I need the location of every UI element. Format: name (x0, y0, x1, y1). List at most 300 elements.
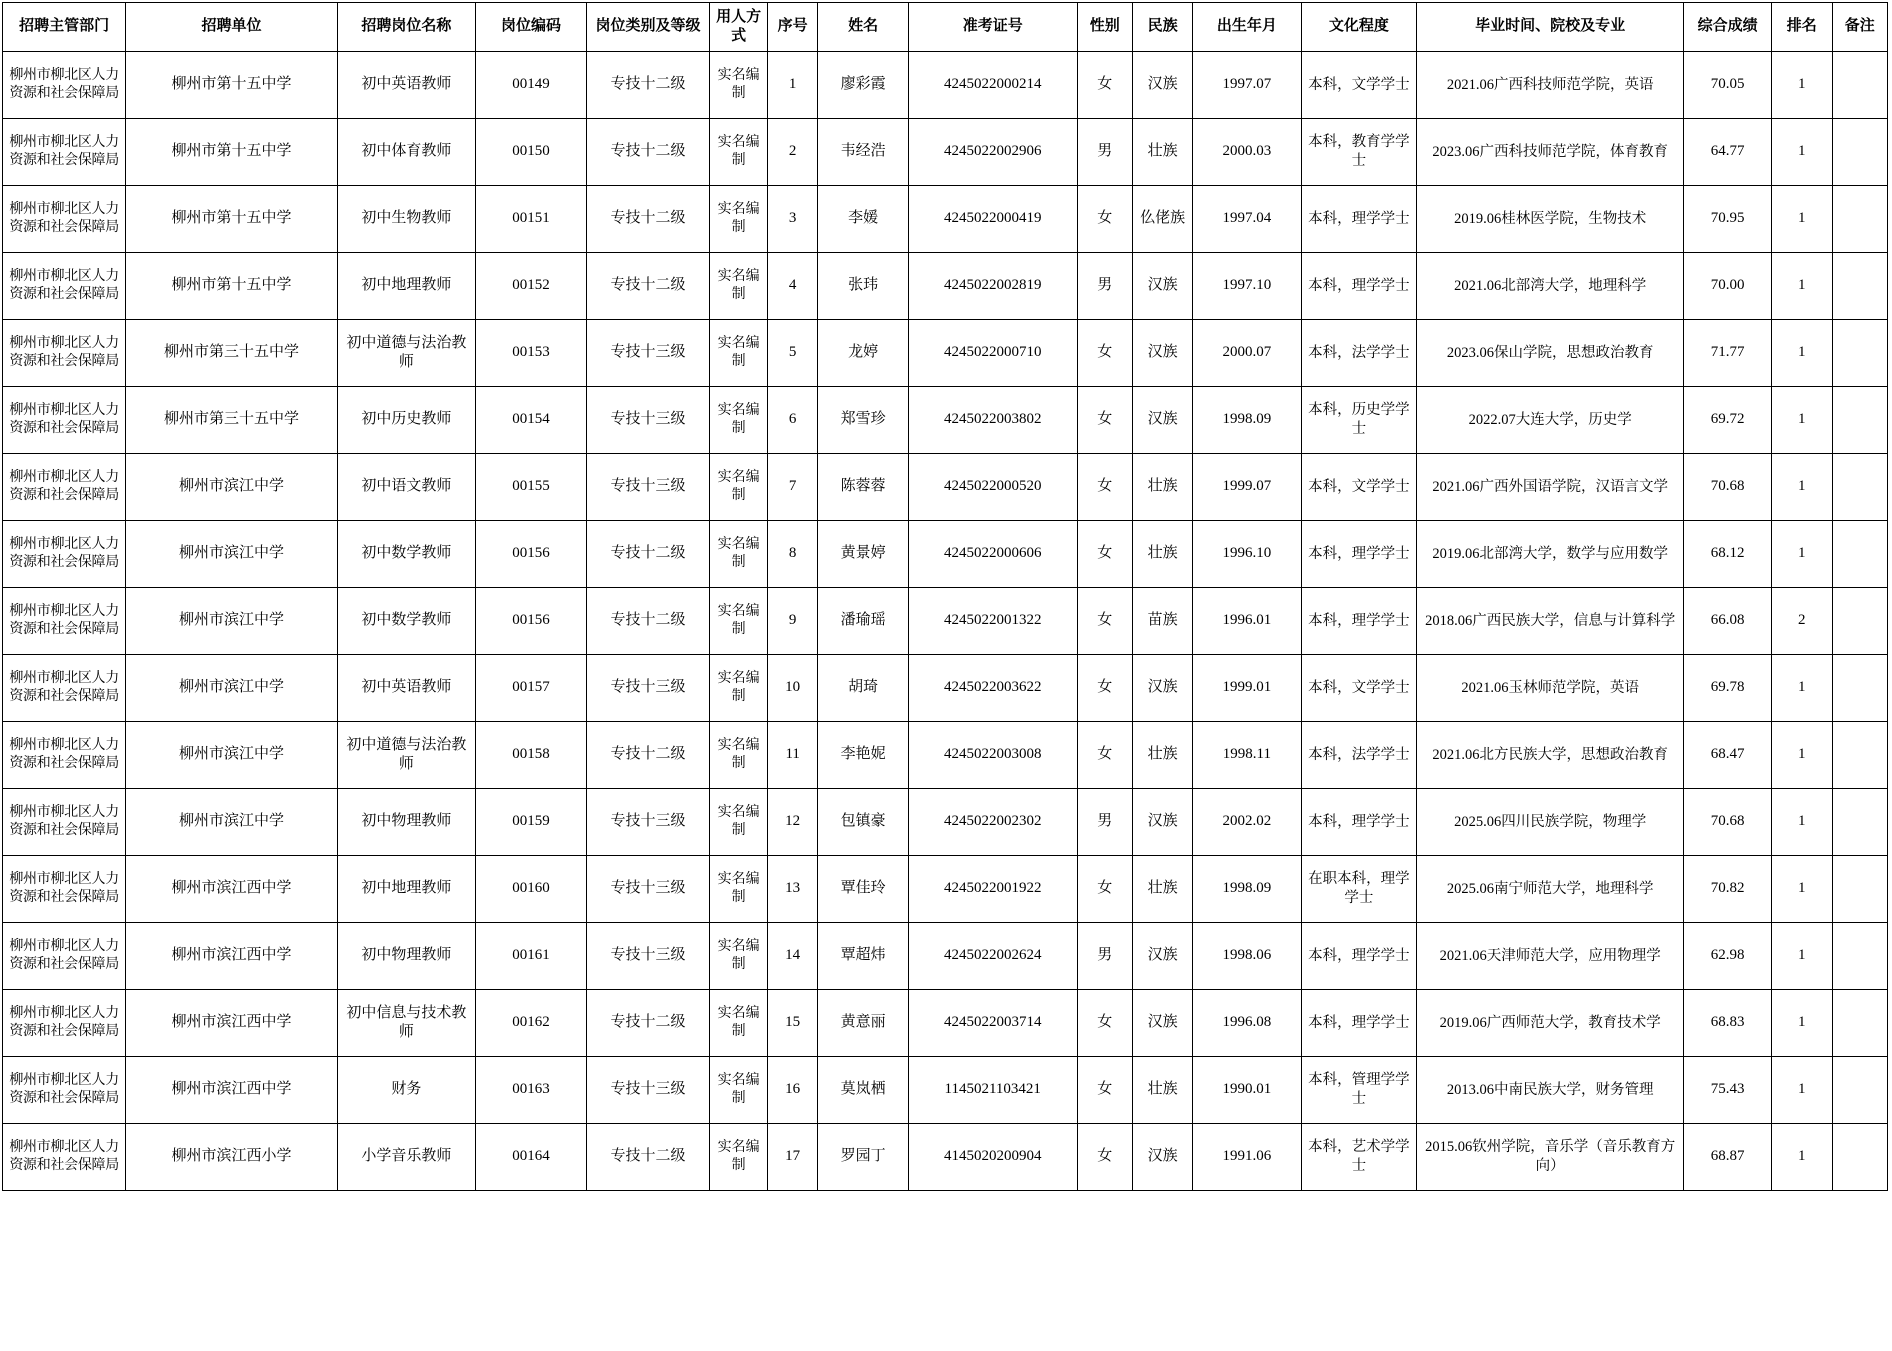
cell-dept: 柳州市柳北区人力资源和社会保障局 (3, 856, 126, 923)
cell-ticket: 4245022000214 (908, 52, 1077, 119)
cell-unit: 柳州市滨江中学 (126, 588, 337, 655)
cell-gender: 女 (1077, 990, 1132, 1057)
cell-category: 专技十三级 (586, 655, 709, 722)
cell-ethnic: 壮族 (1132, 1057, 1192, 1124)
cell-dept: 柳州市柳北区人力资源和社会保障局 (3, 387, 126, 454)
cell-code: 00163 (476, 1057, 587, 1124)
cell-education: 本科，文学学士 (1301, 52, 1417, 119)
table-row (3, 253, 1888, 320)
cell-seq: 15 (768, 990, 818, 1057)
column-header-gender: 性别 (1077, 3, 1132, 52)
cell-dept: 柳州市柳北区人力资源和社会保障局 (3, 186, 126, 253)
cell-school: 2021.06广西外国语学院，汉语言文学 (1417, 454, 1684, 521)
cell-score: 68.12 (1684, 521, 1772, 588)
cell-category: 专技十三级 (586, 1057, 709, 1124)
column-header-education: 文化程度 (1301, 3, 1417, 52)
cell-education: 本科，理学学士 (1301, 253, 1417, 320)
cell-dept: 柳州市柳北区人力资源和社会保障局 (3, 990, 126, 1057)
cell-category: 专技十二级 (586, 588, 709, 655)
cell-seq: 14 (768, 923, 818, 990)
cell-birth: 1997.10 (1193, 253, 1301, 320)
cell-score: 70.68 (1684, 454, 1772, 521)
cell-employment: 实名编制 (710, 655, 768, 722)
table-row (3, 923, 1888, 990)
cell-gender: 男 (1077, 253, 1132, 320)
cell-score: 71.77 (1684, 320, 1772, 387)
cell-rank: 1 (1772, 119, 1832, 186)
cell-ticket: 4245022003622 (908, 655, 1077, 722)
column-header-employment: 用人方式 (710, 3, 768, 52)
table-row (3, 789, 1888, 856)
cell-remark (1832, 253, 1888, 320)
cell-score: 75.43 (1684, 1057, 1772, 1124)
cell-unit: 柳州市滨江中学 (126, 454, 337, 521)
cell-ethnic: 汉族 (1132, 990, 1192, 1057)
cell-category: 专技十二级 (586, 253, 709, 320)
column-header-rank: 排名 (1772, 3, 1832, 52)
cell-remark (1832, 588, 1888, 655)
cell-unit: 柳州市滨江西小学 (126, 1124, 337, 1191)
cell-gender: 男 (1077, 119, 1132, 186)
cell-ethnic: 苗族 (1132, 588, 1192, 655)
column-header-score: 综合成绩 (1684, 3, 1772, 52)
cell-remark (1832, 52, 1888, 119)
table-row (3, 856, 1888, 923)
cell-ethnic: 壮族 (1132, 119, 1192, 186)
cell-ethnic: 壮族 (1132, 856, 1192, 923)
cell-birth: 1997.07 (1193, 52, 1301, 119)
cell-education: 本科，理学学士 (1301, 990, 1417, 1057)
cell-school: 2013.06中南民族大学，财务管理 (1417, 1057, 1684, 1124)
cell-post: 初中生物教师 (337, 186, 475, 253)
table-row (3, 722, 1888, 789)
cell-school: 2019.06北部湾大学，数学与应用数学 (1417, 521, 1684, 588)
cell-school: 2019.06广西师范大学，教育技术学 (1417, 990, 1684, 1057)
column-header-category: 岗位类别及等级 (586, 3, 709, 52)
cell-remark (1832, 119, 1888, 186)
cell-dept: 柳州市柳北区人力资源和社会保障局 (3, 789, 126, 856)
cell-name: 张玮 (818, 253, 909, 320)
cell-category: 专技十三级 (586, 454, 709, 521)
cell-school: 2021.06北部湾大学，地理科学 (1417, 253, 1684, 320)
cell-rank: 1 (1772, 1057, 1832, 1124)
cell-seq: 11 (768, 722, 818, 789)
cell-education: 本科，教育学学士 (1301, 119, 1417, 186)
cell-ethnic: 壮族 (1132, 722, 1192, 789)
cell-name: 包镇豪 (818, 789, 909, 856)
cell-ethnic: 汉族 (1132, 923, 1192, 990)
table-row (3, 387, 1888, 454)
cell-score: 70.68 (1684, 789, 1772, 856)
cell-dept: 柳州市柳北区人力资源和社会保障局 (3, 454, 126, 521)
cell-unit: 柳州市滨江西中学 (126, 990, 337, 1057)
cell-score: 62.98 (1684, 923, 1772, 990)
cell-ethnic: 汉族 (1132, 1124, 1192, 1191)
cell-seq: 17 (768, 1124, 818, 1191)
cell-ethnic: 汉族 (1132, 655, 1192, 722)
cell-ethnic: 汉族 (1132, 387, 1192, 454)
cell-gender: 女 (1077, 588, 1132, 655)
cell-code: 00158 (476, 722, 587, 789)
cell-code: 00157 (476, 655, 587, 722)
cell-education: 本科，理学学士 (1301, 521, 1417, 588)
cell-dept: 柳州市柳北区人力资源和社会保障局 (3, 521, 126, 588)
table-row (3, 52, 1888, 119)
cell-rank: 2 (1772, 588, 1832, 655)
cell-employment: 实名编制 (710, 320, 768, 387)
cell-education: 本科，理学学士 (1301, 789, 1417, 856)
cell-post: 初中数学教师 (337, 521, 475, 588)
cell-remark (1832, 923, 1888, 990)
cell-ticket: 4245022000710 (908, 320, 1077, 387)
cell-code: 00153 (476, 320, 587, 387)
cell-name: 李媛 (818, 186, 909, 253)
cell-rank: 1 (1772, 990, 1832, 1057)
cell-score: 69.72 (1684, 387, 1772, 454)
cell-unit: 柳州市第十五中学 (126, 119, 337, 186)
cell-code: 00156 (476, 588, 587, 655)
cell-education: 本科，理学学士 (1301, 588, 1417, 655)
cell-unit: 柳州市第三十五中学 (126, 320, 337, 387)
cell-school: 2019.06桂林医学院，生物技术 (1417, 186, 1684, 253)
cell-code: 00154 (476, 387, 587, 454)
cell-score: 68.83 (1684, 990, 1772, 1057)
cell-ticket: 4245022002624 (908, 923, 1077, 990)
cell-employment: 实名编制 (710, 253, 768, 320)
cell-birth: 2000.03 (1193, 119, 1301, 186)
cell-employment: 实名编制 (710, 789, 768, 856)
cell-post: 初中历史教师 (337, 387, 475, 454)
cell-education: 本科，文学学士 (1301, 655, 1417, 722)
cell-ethnic: 壮族 (1132, 454, 1192, 521)
cell-seq: 4 (768, 253, 818, 320)
cell-birth: 2000.07 (1193, 320, 1301, 387)
cell-employment: 实名编制 (710, 119, 768, 186)
cell-birth: 1996.08 (1193, 990, 1301, 1057)
column-header-birth: 出生年月 (1193, 3, 1301, 52)
cell-dept: 柳州市柳北区人力资源和社会保障局 (3, 253, 126, 320)
cell-remark (1832, 1057, 1888, 1124)
cell-ticket: 4245022003802 (908, 387, 1077, 454)
cell-code: 00159 (476, 789, 587, 856)
cell-employment: 实名编制 (710, 588, 768, 655)
cell-post: 初中物理教师 (337, 923, 475, 990)
cell-score: 68.47 (1684, 722, 1772, 789)
cell-seq: 8 (768, 521, 818, 588)
cell-school: 2025.06四川民族学院，物理学 (1417, 789, 1684, 856)
cell-seq: 16 (768, 1057, 818, 1124)
cell-code: 00151 (476, 186, 587, 253)
cell-seq: 6 (768, 387, 818, 454)
cell-birth: 1991.06 (1193, 1124, 1301, 1191)
cell-birth: 1999.07 (1193, 454, 1301, 521)
cell-rank: 1 (1772, 186, 1832, 253)
cell-code: 00152 (476, 253, 587, 320)
cell-score: 69.78 (1684, 655, 1772, 722)
cell-post: 初中地理教师 (337, 856, 475, 923)
cell-name: 莫岚栖 (818, 1057, 909, 1124)
cell-ticket: 4245022002906 (908, 119, 1077, 186)
cell-ticket: 4245022001922 (908, 856, 1077, 923)
cell-employment: 实名编制 (710, 186, 768, 253)
cell-code: 00160 (476, 856, 587, 923)
cell-ethnic: 仫佬族 (1132, 186, 1192, 253)
cell-school: 2018.06广西民族大学，信息与计算科学 (1417, 588, 1684, 655)
cell-rank: 1 (1772, 789, 1832, 856)
column-header-unit: 招聘单位 (126, 3, 337, 52)
table-row (3, 186, 1888, 253)
cell-unit: 柳州市滨江中学 (126, 789, 337, 856)
cell-name: 覃超炜 (818, 923, 909, 990)
cell-category: 专技十三级 (586, 387, 709, 454)
cell-name: 潘瑜瑶 (818, 588, 909, 655)
cell-dept: 柳州市柳北区人力资源和社会保障局 (3, 52, 126, 119)
table-row (3, 320, 1888, 387)
cell-post: 初中体育教师 (337, 119, 475, 186)
cell-employment: 实名编制 (710, 722, 768, 789)
column-header-name: 姓名 (818, 3, 909, 52)
cell-education: 本科，理学学士 (1301, 186, 1417, 253)
cell-category: 专技十三级 (586, 789, 709, 856)
cell-ticket: 4245022000419 (908, 186, 1077, 253)
column-header-post: 招聘岗位名称 (337, 3, 475, 52)
cell-remark (1832, 454, 1888, 521)
cell-birth: 1998.11 (1193, 722, 1301, 789)
cell-unit: 柳州市滨江西中学 (126, 1057, 337, 1124)
cell-category: 专技十二级 (586, 186, 709, 253)
cell-dept: 柳州市柳北区人力资源和社会保障局 (3, 119, 126, 186)
cell-employment: 实名编制 (710, 454, 768, 521)
cell-unit: 柳州市滨江中学 (126, 722, 337, 789)
cell-birth: 1999.01 (1193, 655, 1301, 722)
cell-category: 专技十二级 (586, 722, 709, 789)
cell-name: 李艳妮 (818, 722, 909, 789)
cell-unit: 柳州市滨江中学 (126, 521, 337, 588)
cell-dept: 柳州市柳北区人力资源和社会保障局 (3, 655, 126, 722)
cell-ticket: 4245022001322 (908, 588, 1077, 655)
cell-rank: 1 (1772, 521, 1832, 588)
cell-gender: 女 (1077, 521, 1132, 588)
cell-birth: 1998.09 (1193, 856, 1301, 923)
cell-gender: 男 (1077, 789, 1132, 856)
cell-post: 初中数学教师 (337, 588, 475, 655)
cell-dept: 柳州市柳北区人力资源和社会保障局 (3, 923, 126, 990)
cell-school: 2021.06北方民族大学，思想政治教育 (1417, 722, 1684, 789)
cell-ticket: 4245022002819 (908, 253, 1077, 320)
cell-rank: 1 (1772, 52, 1832, 119)
cell-seq: 5 (768, 320, 818, 387)
cell-school: 2021.06广西科技师范学院，英语 (1417, 52, 1684, 119)
recruitment-results-table (2, 2, 1888, 1191)
column-header-seq: 序号 (768, 3, 818, 52)
cell-post: 初中物理教师 (337, 789, 475, 856)
cell-employment: 实名编制 (710, 52, 768, 119)
column-header-ticket: 准考证号 (908, 3, 1077, 52)
cell-seq: 12 (768, 789, 818, 856)
cell-rank: 1 (1772, 856, 1832, 923)
cell-dept: 柳州市柳北区人力资源和社会保障局 (3, 722, 126, 789)
cell-unit: 柳州市滨江西中学 (126, 856, 337, 923)
cell-unit: 柳州市第十五中学 (126, 52, 337, 119)
cell-rank: 1 (1772, 923, 1832, 990)
cell-seq: 13 (768, 856, 818, 923)
cell-code: 00162 (476, 990, 587, 1057)
cell-category: 专技十三级 (586, 923, 709, 990)
cell-category: 专技十二级 (586, 119, 709, 186)
cell-ethnic: 汉族 (1132, 52, 1192, 119)
cell-employment: 实名编制 (710, 1057, 768, 1124)
table-row (3, 1057, 1888, 1124)
cell-birth: 1996.01 (1193, 588, 1301, 655)
cell-gender: 女 (1077, 856, 1132, 923)
cell-ethnic: 壮族 (1132, 521, 1192, 588)
column-header-school: 毕业时间、院校及专业 (1417, 3, 1684, 52)
cell-post: 初中信息与技术教师 (337, 990, 475, 1057)
cell-rank: 1 (1772, 253, 1832, 320)
cell-dept: 柳州市柳北区人力资源和社会保障局 (3, 320, 126, 387)
cell-remark (1832, 655, 1888, 722)
cell-gender: 女 (1077, 454, 1132, 521)
table-row (3, 521, 1888, 588)
table-row (3, 655, 1888, 722)
cell-remark (1832, 722, 1888, 789)
cell-birth: 1998.09 (1193, 387, 1301, 454)
table-header-row (3, 3, 1888, 52)
cell-school: 2022.07大连大学，历史学 (1417, 387, 1684, 454)
cell-unit: 柳州市滨江西中学 (126, 923, 337, 990)
cell-remark (1832, 387, 1888, 454)
cell-seq: 1 (768, 52, 818, 119)
cell-category: 专技十三级 (586, 856, 709, 923)
cell-ticket: 4245022000606 (908, 521, 1077, 588)
cell-gender: 女 (1077, 655, 1132, 722)
cell-seq: 9 (768, 588, 818, 655)
cell-education: 在职本科，理学学士 (1301, 856, 1417, 923)
cell-employment: 实名编制 (710, 923, 768, 990)
cell-employment: 实名编制 (710, 990, 768, 1057)
cell-remark (1832, 990, 1888, 1057)
cell-post: 初中地理教师 (337, 253, 475, 320)
cell-gender: 女 (1077, 1124, 1132, 1191)
cell-post: 初中道德与法治教师 (337, 320, 475, 387)
cell-remark (1832, 521, 1888, 588)
cell-post: 小学音乐教师 (337, 1124, 475, 1191)
cell-gender: 女 (1077, 1057, 1132, 1124)
cell-ticket: 4245022003008 (908, 722, 1077, 789)
cell-ticket: 4145020200904 (908, 1124, 1077, 1191)
cell-unit: 柳州市第三十五中学 (126, 387, 337, 454)
table-row (3, 588, 1888, 655)
table-row (3, 119, 1888, 186)
cell-birth: 1990.01 (1193, 1057, 1301, 1124)
cell-code: 00150 (476, 119, 587, 186)
table-row (3, 454, 1888, 521)
cell-school: 2025.06南宁师范大学，地理科学 (1417, 856, 1684, 923)
cell-unit: 柳州市第十五中学 (126, 186, 337, 253)
cell-score: 70.05 (1684, 52, 1772, 119)
cell-post: 初中语文教师 (337, 454, 475, 521)
cell-post: 财务 (337, 1057, 475, 1124)
cell-code: 00161 (476, 923, 587, 990)
cell-remark (1832, 320, 1888, 387)
cell-gender: 女 (1077, 320, 1132, 387)
cell-employment: 实名编制 (710, 387, 768, 454)
cell-score: 66.08 (1684, 588, 1772, 655)
cell-education: 本科，文学学士 (1301, 454, 1417, 521)
cell-category: 专技十二级 (586, 1124, 709, 1191)
cell-ethnic: 汉族 (1132, 789, 1192, 856)
cell-birth: 1998.06 (1193, 923, 1301, 990)
table-row (3, 1124, 1888, 1191)
cell-score: 70.00 (1684, 253, 1772, 320)
cell-school: 2023.06保山学院，思想政治教育 (1417, 320, 1684, 387)
cell-remark (1832, 186, 1888, 253)
cell-employment: 实名编制 (710, 1124, 768, 1191)
cell-seq: 7 (768, 454, 818, 521)
cell-school: 2023.06广西科技师范学院，体育教育 (1417, 119, 1684, 186)
cell-name: 黄景婷 (818, 521, 909, 588)
cell-rank: 1 (1772, 1124, 1832, 1191)
cell-ticket: 4245022000520 (908, 454, 1077, 521)
cell-remark (1832, 856, 1888, 923)
cell-school: 2021.06天津师范大学，应用物理学 (1417, 923, 1684, 990)
cell-education: 本科，理学学士 (1301, 923, 1417, 990)
table-row (3, 990, 1888, 1057)
cell-dept: 柳州市柳北区人力资源和社会保障局 (3, 588, 126, 655)
cell-category: 专技十二级 (586, 52, 709, 119)
cell-score: 64.77 (1684, 119, 1772, 186)
cell-category: 专技十二级 (586, 990, 709, 1057)
cell-ticket: 1145021103421 (908, 1057, 1077, 1124)
cell-code: 00149 (476, 52, 587, 119)
cell-post: 初中英语教师 (337, 655, 475, 722)
cell-unit: 柳州市滨江中学 (126, 655, 337, 722)
cell-gender: 女 (1077, 722, 1132, 789)
cell-seq: 3 (768, 186, 818, 253)
cell-name: 黄意丽 (818, 990, 909, 1057)
table-body (3, 52, 1888, 1191)
cell-education: 本科，法学学士 (1301, 722, 1417, 789)
cell-name: 龙婷 (818, 320, 909, 387)
cell-score: 70.95 (1684, 186, 1772, 253)
cell-seq: 2 (768, 119, 818, 186)
cell-rank: 1 (1772, 320, 1832, 387)
cell-name: 韦经浩 (818, 119, 909, 186)
column-header-dept: 招聘主管部门 (3, 3, 126, 52)
cell-ticket: 4245022002302 (908, 789, 1077, 856)
cell-code: 00164 (476, 1124, 587, 1191)
cell-ethnic: 汉族 (1132, 320, 1192, 387)
cell-ethnic: 汉族 (1132, 253, 1192, 320)
cell-post: 初中道德与法治教师 (337, 722, 475, 789)
cell-category: 专技十二级 (586, 521, 709, 588)
cell-gender: 女 (1077, 186, 1132, 253)
cell-education: 本科，法学学士 (1301, 320, 1417, 387)
column-header-remark: 备注 (1832, 3, 1888, 52)
cell-rank: 1 (1772, 454, 1832, 521)
cell-code: 00155 (476, 454, 587, 521)
column-header-ethnic: 民族 (1132, 3, 1192, 52)
cell-name: 陈蓉蓉 (818, 454, 909, 521)
cell-employment: 实名编制 (710, 856, 768, 923)
cell-school: 2021.06玉林师范学院，英语 (1417, 655, 1684, 722)
cell-rank: 1 (1772, 387, 1832, 454)
cell-school: 2015.06钦州学院，音乐学（音乐教育方向） (1417, 1124, 1684, 1191)
cell-rank: 1 (1772, 655, 1832, 722)
cell-score: 70.82 (1684, 856, 1772, 923)
cell-name: 廖彩霞 (818, 52, 909, 119)
cell-category: 专技十三级 (586, 320, 709, 387)
